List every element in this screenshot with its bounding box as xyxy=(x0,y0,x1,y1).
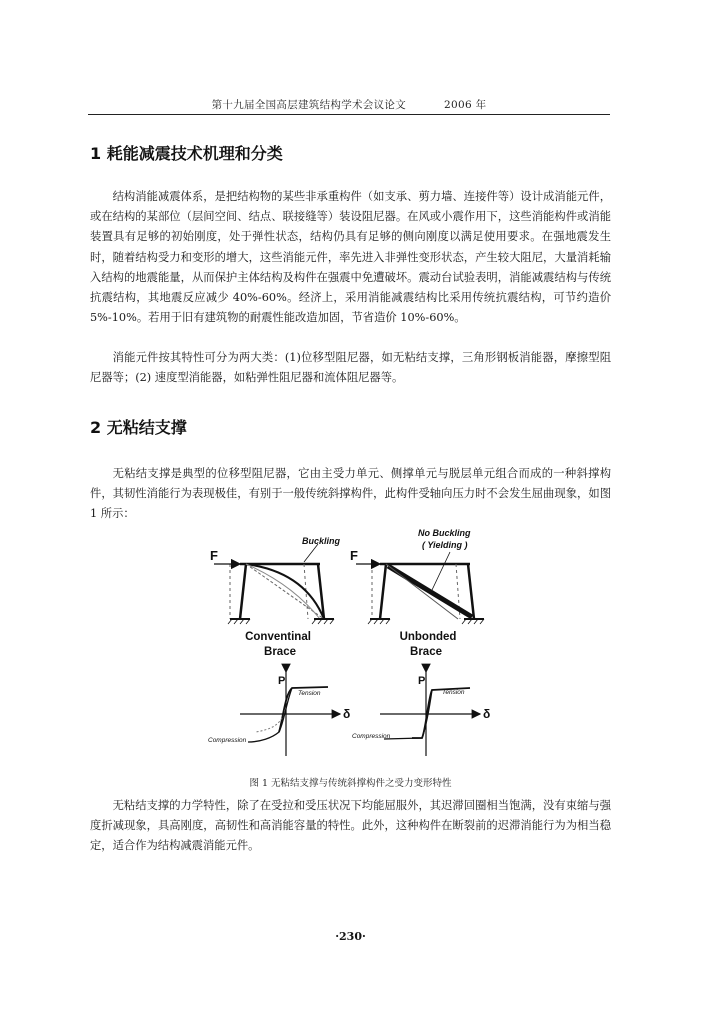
conventional-title-line2: Brace xyxy=(264,646,296,658)
section-1-paragraph-1: 结构消能减震体系，是把结构物的某些非承重构件（如支承、剪力墙、连接件等）设计成消能元件，或在结构的某部位（层间空间、结点、联接缝等）装设阻尼器。在风或小震作用下，这些消能构件或消能装置具有足够的初始刚度，处于弹性状态，结构仍具有足够的侧向刚度以满足使用要求。在强地震发生时，随着结构受力和变形的增大，这些消能元件，率先进入非弹性变形状态，产生较大阻尼，大量消耗输入结构的地震能量，从而保护主体结构及构件在强震中免遭破坏。震动台试验表明，消能减震结构与传统抗震结构，其地震反应减少 40%-60%。经济上，采用消能减震结构比采用传统抗震结构，可节约造价 5%-10%。若用于旧有建筑物的耐震性能改造加固，节省造价 10%-60%。 xyxy=(90,190,611,325)
left-compression-label: Compression xyxy=(208,737,247,744)
left-force-label: F xyxy=(210,548,218,563)
section-2-heading: 2 无粘结支撑 xyxy=(90,418,187,437)
conventional-brace-frame xyxy=(214,544,334,624)
right-compression-label: Compression xyxy=(352,733,391,740)
section-2-paragraph-2: 无粘结支撑的力学特性，除了在受拉和受压状况下均能屈服外，其迟滞回圈相当饱满，没有束缩与强度折减现象，具高刚度，高韧性和高消能容量的特性。此外，这种构件在断裂前的迟滞消能行为为相当稳定，适合作为结构减震消能元件。 xyxy=(90,799,611,853)
conventional-title-line1: Conventinal xyxy=(245,631,311,643)
yielding-label: ( Yielding ) xyxy=(422,540,468,550)
right-tension-label: Tension xyxy=(442,689,465,696)
page-number: ·230· xyxy=(335,930,366,943)
figure-1-drawing xyxy=(200,524,510,774)
left-tension-label: Tension xyxy=(298,690,321,697)
section-2-paragraph-1: 无粘结支撑是典型的位移型阻尼器，它由主受力单元、侧撑单元与脱层单元组合而成的一种斜撑构件，其韧性消能行为表现极佳，有别于一般传统斜撑构件，此构件受轴向压力时不会发生屈曲现象，如图 1 所示： xyxy=(90,467,611,521)
right-force-label: F xyxy=(350,548,358,563)
figure-1-caption: 图 1 无粘结支撑与传统斜撑构件之受力变形特性 xyxy=(249,778,452,789)
unbonded-title-line1: Unbonded xyxy=(399,631,457,643)
section-1-heading: 1 耗能减震技术机理和分类 xyxy=(90,144,283,163)
buckling-label: Buckling xyxy=(302,536,341,546)
conventional-hysteresis-plot xyxy=(240,672,340,756)
unbonded-hysteresis-plot xyxy=(380,672,480,756)
right-axis-p: P xyxy=(418,675,426,687)
no-buckling-label: No Buckling xyxy=(418,528,471,538)
header-year: 2006 年 xyxy=(444,99,487,111)
unbonded-title-line2: Brace xyxy=(410,646,442,658)
running-header xyxy=(88,98,610,115)
right-axis-delta: δ xyxy=(483,707,491,721)
header-title: 第十九届全国高层建筑结构学术会议论文 xyxy=(211,99,407,111)
figure-1 xyxy=(200,524,510,784)
left-axis-p: P xyxy=(278,675,286,687)
section-1-paragraph-2: 消能元件按其特性可分为两大类：(1)位移型阻尼器，如无粘结支撑，三角形钢板消能器，摩擦型阻尼器等；(2) 速度型消能器，如粘弹性阻尼器和流体阻尼器等。 xyxy=(90,351,611,385)
unbonded-brace-frame xyxy=(356,552,484,624)
left-axis-delta: δ xyxy=(343,707,351,721)
